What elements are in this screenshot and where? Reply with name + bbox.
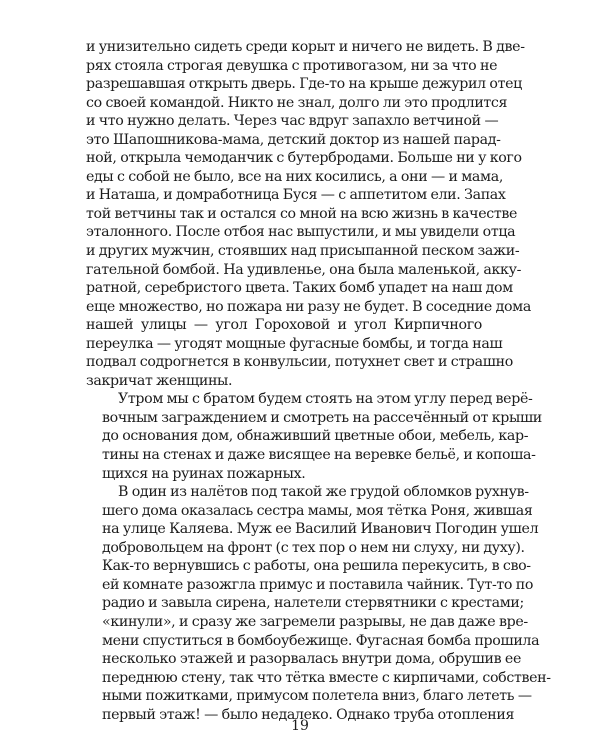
- text-line: это Шапошникова-мама, детский доктор из нашей парад-: [86, 131, 501, 148]
- text-line: мени спуститься в бомбоубежище. Фугасная бомба прошила: [102, 632, 540, 649]
- text-line: гательной бомбой. На удивленье, она была маленькой, акку-: [86, 261, 522, 278]
- text-line: и что нужно делать. Через час вдруг запахло ветчиной —: [86, 113, 499, 130]
- text-line: вочным заграждением и смотреть на рассечённый от крыши: [102, 409, 542, 426]
- page-number: 19: [291, 718, 309, 734]
- text-line: тины на стенах и даже висящее на веревке бельё, и копоша-: [102, 447, 536, 464]
- text-line: еще множество, но пожара ни разу не будет. В соседние дома: [86, 298, 531, 315]
- text-line: и Наташа, и домработница Буся — с аппетитом ели. Запах: [86, 187, 506, 204]
- text-line: еды с собой не было, все на них косились, а они — и мама,: [86, 168, 503, 185]
- text-line: щихся на руинах пожарных.: [102, 465, 306, 482]
- text-line: Утром мы с братом будем стоять на этом углу перед верё-: [118, 391, 533, 408]
- text-line: до основания дом, обнаживший цветные обои, мебель, кар-: [102, 428, 529, 445]
- text-line: добровольцем на фронт (с тех пор о нем ни слуху, ни духу).: [102, 539, 525, 556]
- text-line: первый этаж! — было недалеко. Однако труба отопления: [102, 706, 515, 723]
- text-line: несколько этажей и разорвалась внутри дома, обрушив ее: [102, 651, 522, 668]
- body-text: [86, 38, 551, 724]
- text-line: рях стояла строгая девушка с противогазом, ни за что не: [86, 57, 498, 74]
- text-line: переднюю стену, так что тётка вместе с кирпичами, собствен-: [102, 669, 551, 686]
- text-line: и унизительно сидеть среди корыт и ничего не видеть. В две-: [86, 39, 525, 55]
- text-line: подвал содрогнется в конвульсии, потухнет свет и страшно: [86, 354, 513, 371]
- text-line: переулка — угодят мощные фугасные бомбы, и тогда наш: [86, 335, 503, 352]
- text-line: той ветчины так и остался со мной на всю жизнь в качестве: [86, 205, 518, 222]
- text-line: ей комнате разожгла примус и поставила чайник. Тут-то по: [102, 576, 534, 593]
- text-line: нашей улицы — угол Гороховой и угол Кирпичного: [86, 317, 482, 334]
- paragraph: [86, 390, 542, 483]
- text-line: на улице Каляева. Муж ее Василий Иванович Погодин ушел: [102, 521, 539, 538]
- text-line: разрешавшая открыть дверь. Где-то на крыше дежурил отец: [86, 76, 522, 93]
- paragraph: [86, 483, 551, 724]
- text-line: ной, открыла чемоданчик с бутербродами. Больше ни у кого: [86, 150, 522, 167]
- text-line: «кинули», и сразу же загремели разрывы, не дав даже вре-: [102, 613, 528, 630]
- text-line: В один из налётов под такой же грудой обломков рухнув-: [118, 484, 529, 501]
- text-line: радио и завыла сирена, налетели стервятники с крестами;: [102, 595, 524, 612]
- paragraph: [86, 38, 531, 390]
- text-line: и других мужчин, стоявших над присыпанной песком зажи-: [86, 243, 520, 260]
- text-line: ными пожитками, примусом полетела вниз, благо лететь —: [102, 688, 532, 705]
- text-line: со своей командой. Никто не знал, долго ли это продлится: [86, 94, 508, 111]
- text-line: шего дома оказалась сестра мамы, моя тётка Роня, жившая: [102, 502, 533, 519]
- text-line: ратной, серебристого цвета. Таких бомб упадет на наш дом: [86, 280, 513, 297]
- text-line: закричат женщины.: [86, 372, 233, 389]
- text-line: эталонного. После отбоя нас выпустили, и мы увидели отца: [86, 224, 516, 241]
- text-line: Как-то вернувшись с работы, она решила перекусить, в сво-: [102, 558, 531, 575]
